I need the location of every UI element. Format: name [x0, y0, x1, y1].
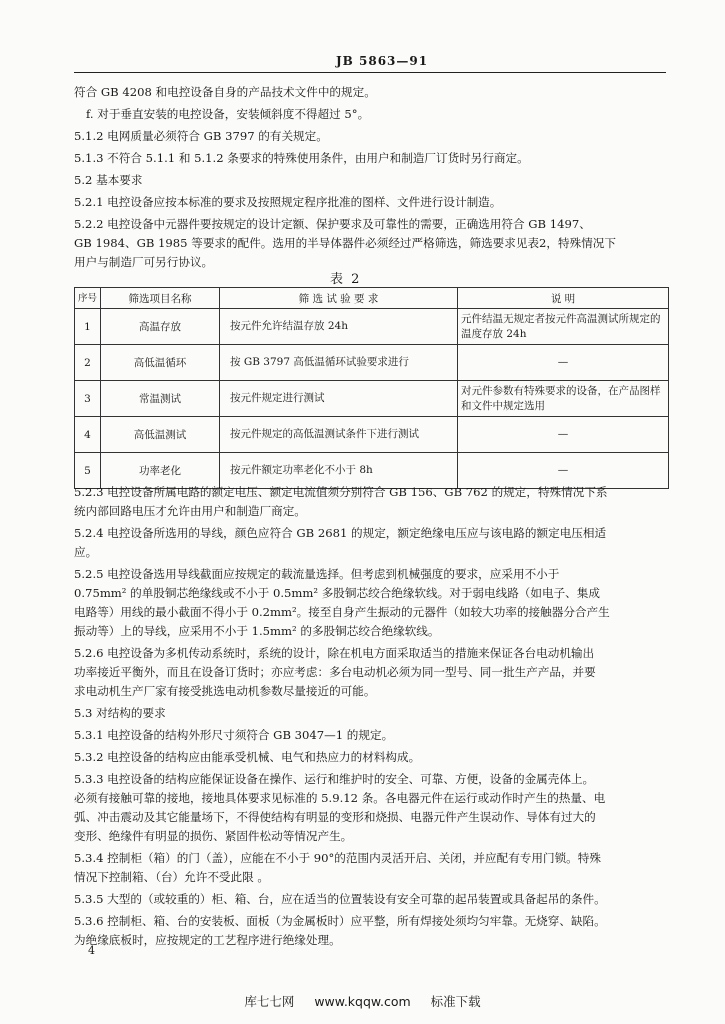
header-rule	[74, 72, 666, 73]
text-line: 5.1.3 不符合 5.1.1 和 5.1.2 条要求的特殊使用条件，由用户和制造厂订货时另行商定。	[74, 151, 529, 165]
cell-note: 元件结温无规定者按元件高温测试所规定的温度存放 24h	[458, 309, 669, 345]
header-method: 筛 选 试 验 要 求	[220, 288, 458, 309]
text-line: 5.3.2 电控设备的结构应由能承受机械、电气和热应力的材料构成。	[74, 750, 421, 764]
text-line: 变形、绝缘件有明显的损伤、紧固件松动等情况产生。	[74, 829, 353, 843]
cell-no: 1	[75, 309, 101, 345]
text-line: 情况下控制箱、（台）允许不受此限 。	[74, 870, 269, 884]
cell-no: 2	[75, 345, 101, 381]
cell-name: 高低温测试	[101, 417, 220, 453]
cell-method: 按元件允许结温存放 24h	[220, 309, 458, 345]
cell-name: 常温测试	[101, 381, 220, 417]
table-row	[75, 381, 669, 417]
text-line: 必须有接触可靠的接地，接地具体要求见标准的 5.9.12 条。各电器元件在运行或动作时产生的热量、电	[74, 791, 606, 805]
text-line: 5.3.3 电控设备的结构应能保证设备在操作、运行和维护时的安全、可靠、方便，设备的金属壳体上。	[74, 772, 595, 786]
text-line: 统内部回路电压才允许由用户和制造厂商定。	[74, 504, 306, 518]
doc-code-header: JB 5863—91	[336, 54, 429, 68]
text-line: 弧、冲击震动及其它能量场下，不得使结构有明显的变形和烧损、电器元件产生误动作、导体有过大的	[74, 810, 596, 824]
text-line: 5.2.4 电控设备所选用的导线，颜色应符合 GB 2681 的规定，额定绝缘电压应与该电路的额定电压相适	[74, 526, 607, 540]
screening-table	[74, 287, 669, 489]
text-line: 5.1.2 电网质量必须符合 GB 3797 的有关规定。	[74, 129, 328, 143]
text-line: 5.2.1 电控设备应按本标准的要求及按照规定程序批准的图样、文件进行设计制造。	[74, 195, 502, 209]
table-row	[75, 345, 669, 381]
table-row	[75, 417, 669, 453]
table-row	[75, 309, 669, 345]
text-line: 5.2.3 电控设备所属电路的额定电压、额定电流值须分别符合 GB 156、GB 762 的规定，特殊情况下系	[74, 485, 608, 499]
footer-label: 标准下载	[430, 994, 481, 1009]
text-line: GB 1984、GB 1985 等要求的配件。选用的半导体器件必须经过严格筛选，筛选要求见表2，特殊情况下	[74, 236, 616, 250]
text-line: f. 对于垂直安装的电控设备，安装倾斜度不得超过 5°。	[86, 107, 370, 121]
text-line: 5.2.5 电控设备选用导线截面应按规定的载流量选择。但考虑到机械强度的要求，应采用不小于	[74, 567, 560, 581]
cell-method: 按元件规定进行测试	[220, 381, 458, 417]
text-line: 0.75mm² 的单股铜芯绝缘线或不小于 0.5mm² 多股铜芯绞合绝缘软线。对于弱电线路（如电子、集成	[74, 586, 600, 600]
footer-site-name: 库七七网	[244, 994, 295, 1009]
cell-name: 高温存放	[101, 309, 220, 345]
text-line: 应。	[74, 545, 98, 559]
page-number: 4	[88, 944, 95, 957]
text-line: 5.3.6 控制柜、箱、台的安装板、面板（为金属板时）应平整，所有焊接处须均匀牢靠。无烧穿、缺陷。	[74, 914, 606, 928]
cell-note: 对元件参数有特殊要求的设备，在产品图样和文件中规定选用	[458, 381, 669, 417]
text-line: 5.3.4 控制柜（箱）的门（盖），应能在不小于 90°的范围内灵活开启、关闭，并应配有专用门锁。特殊	[74, 851, 601, 865]
table-header-row	[75, 288, 669, 309]
cell-no: 4	[75, 417, 101, 453]
cell-method: 按元件规定的高低温测试条件下进行测试	[220, 417, 458, 453]
text-line: 用户与制造厂可另行协议。	[74, 255, 214, 269]
header-name: 筛选项目名称	[101, 288, 220, 309]
section-heading: 5.3 对结构的要求	[74, 706, 166, 720]
text-line: 5.3.5 大型的（或较重的）柜、箱、台，应在适当的位置装设有安全可靠的起吊装置或具备起吊的条件。	[74, 892, 606, 906]
text-line: 为绝缘底板时，应按规定的工艺程序进行绝缘处理。	[74, 933, 341, 947]
section-heading: 5.2 基本要求	[74, 173, 143, 187]
text-line: 符合 GB 4208 和电控设备自身的产品技术文件中的规定。	[74, 85, 376, 99]
header-no: 序号	[75, 288, 101, 309]
cell-method: 按 GB 3797 高低温循环试验要求进行	[220, 345, 458, 381]
cell-name: 高低温循环	[101, 345, 220, 381]
cell-name: 功率老化	[101, 453, 220, 489]
cell-no: 3	[75, 381, 101, 417]
cell-note: —	[458, 417, 669, 453]
text-line: 5.2.6 电控设备为多机传动系统时，系统的设计，除在机电方面采取适当的措施来保证各台电动机输出	[74, 646, 595, 660]
cell-note: —	[458, 453, 669, 489]
header-note: 说 明	[458, 288, 669, 309]
cell-note: —	[458, 345, 669, 381]
footer-url[interactable]: www.kqqw.com	[314, 994, 411, 1009]
text-line: 电路等）用线的最小截面不得小于 0.2mm²。接至自身产生振动的元器件（如较大功率的接触器分合产生	[74, 605, 610, 619]
table-title: 表 2	[330, 272, 362, 287]
text-line: 功率接近平衡外，而且在设备订货时；亦应考虑：多台电动机必须为同一型号、同一批生产产品，并要	[74, 665, 596, 679]
cell-no: 5	[75, 453, 101, 489]
cell-method: 按元件额定功率老化不小于 8h	[220, 453, 458, 489]
text-line: 5.2.2 电控设备中元器件要按规定的设计定额、保护要求及可靠性的需要，正确选用符合 GB 1497、	[74, 217, 591, 231]
text-line: 振动等）上的导线，应采用不小于 1.5mm² 的多股铜芯绞合绝缘软线。	[74, 624, 440, 638]
text-line: 5.3.1 电控设备的结构外形尺寸须符合 GB 3047—1 的规定。	[74, 728, 394, 742]
footer	[0, 992, 725, 1010]
text-line: 求电动机生产厂家有接受挑选电动机参数尽量接近的可能。	[74, 684, 376, 698]
